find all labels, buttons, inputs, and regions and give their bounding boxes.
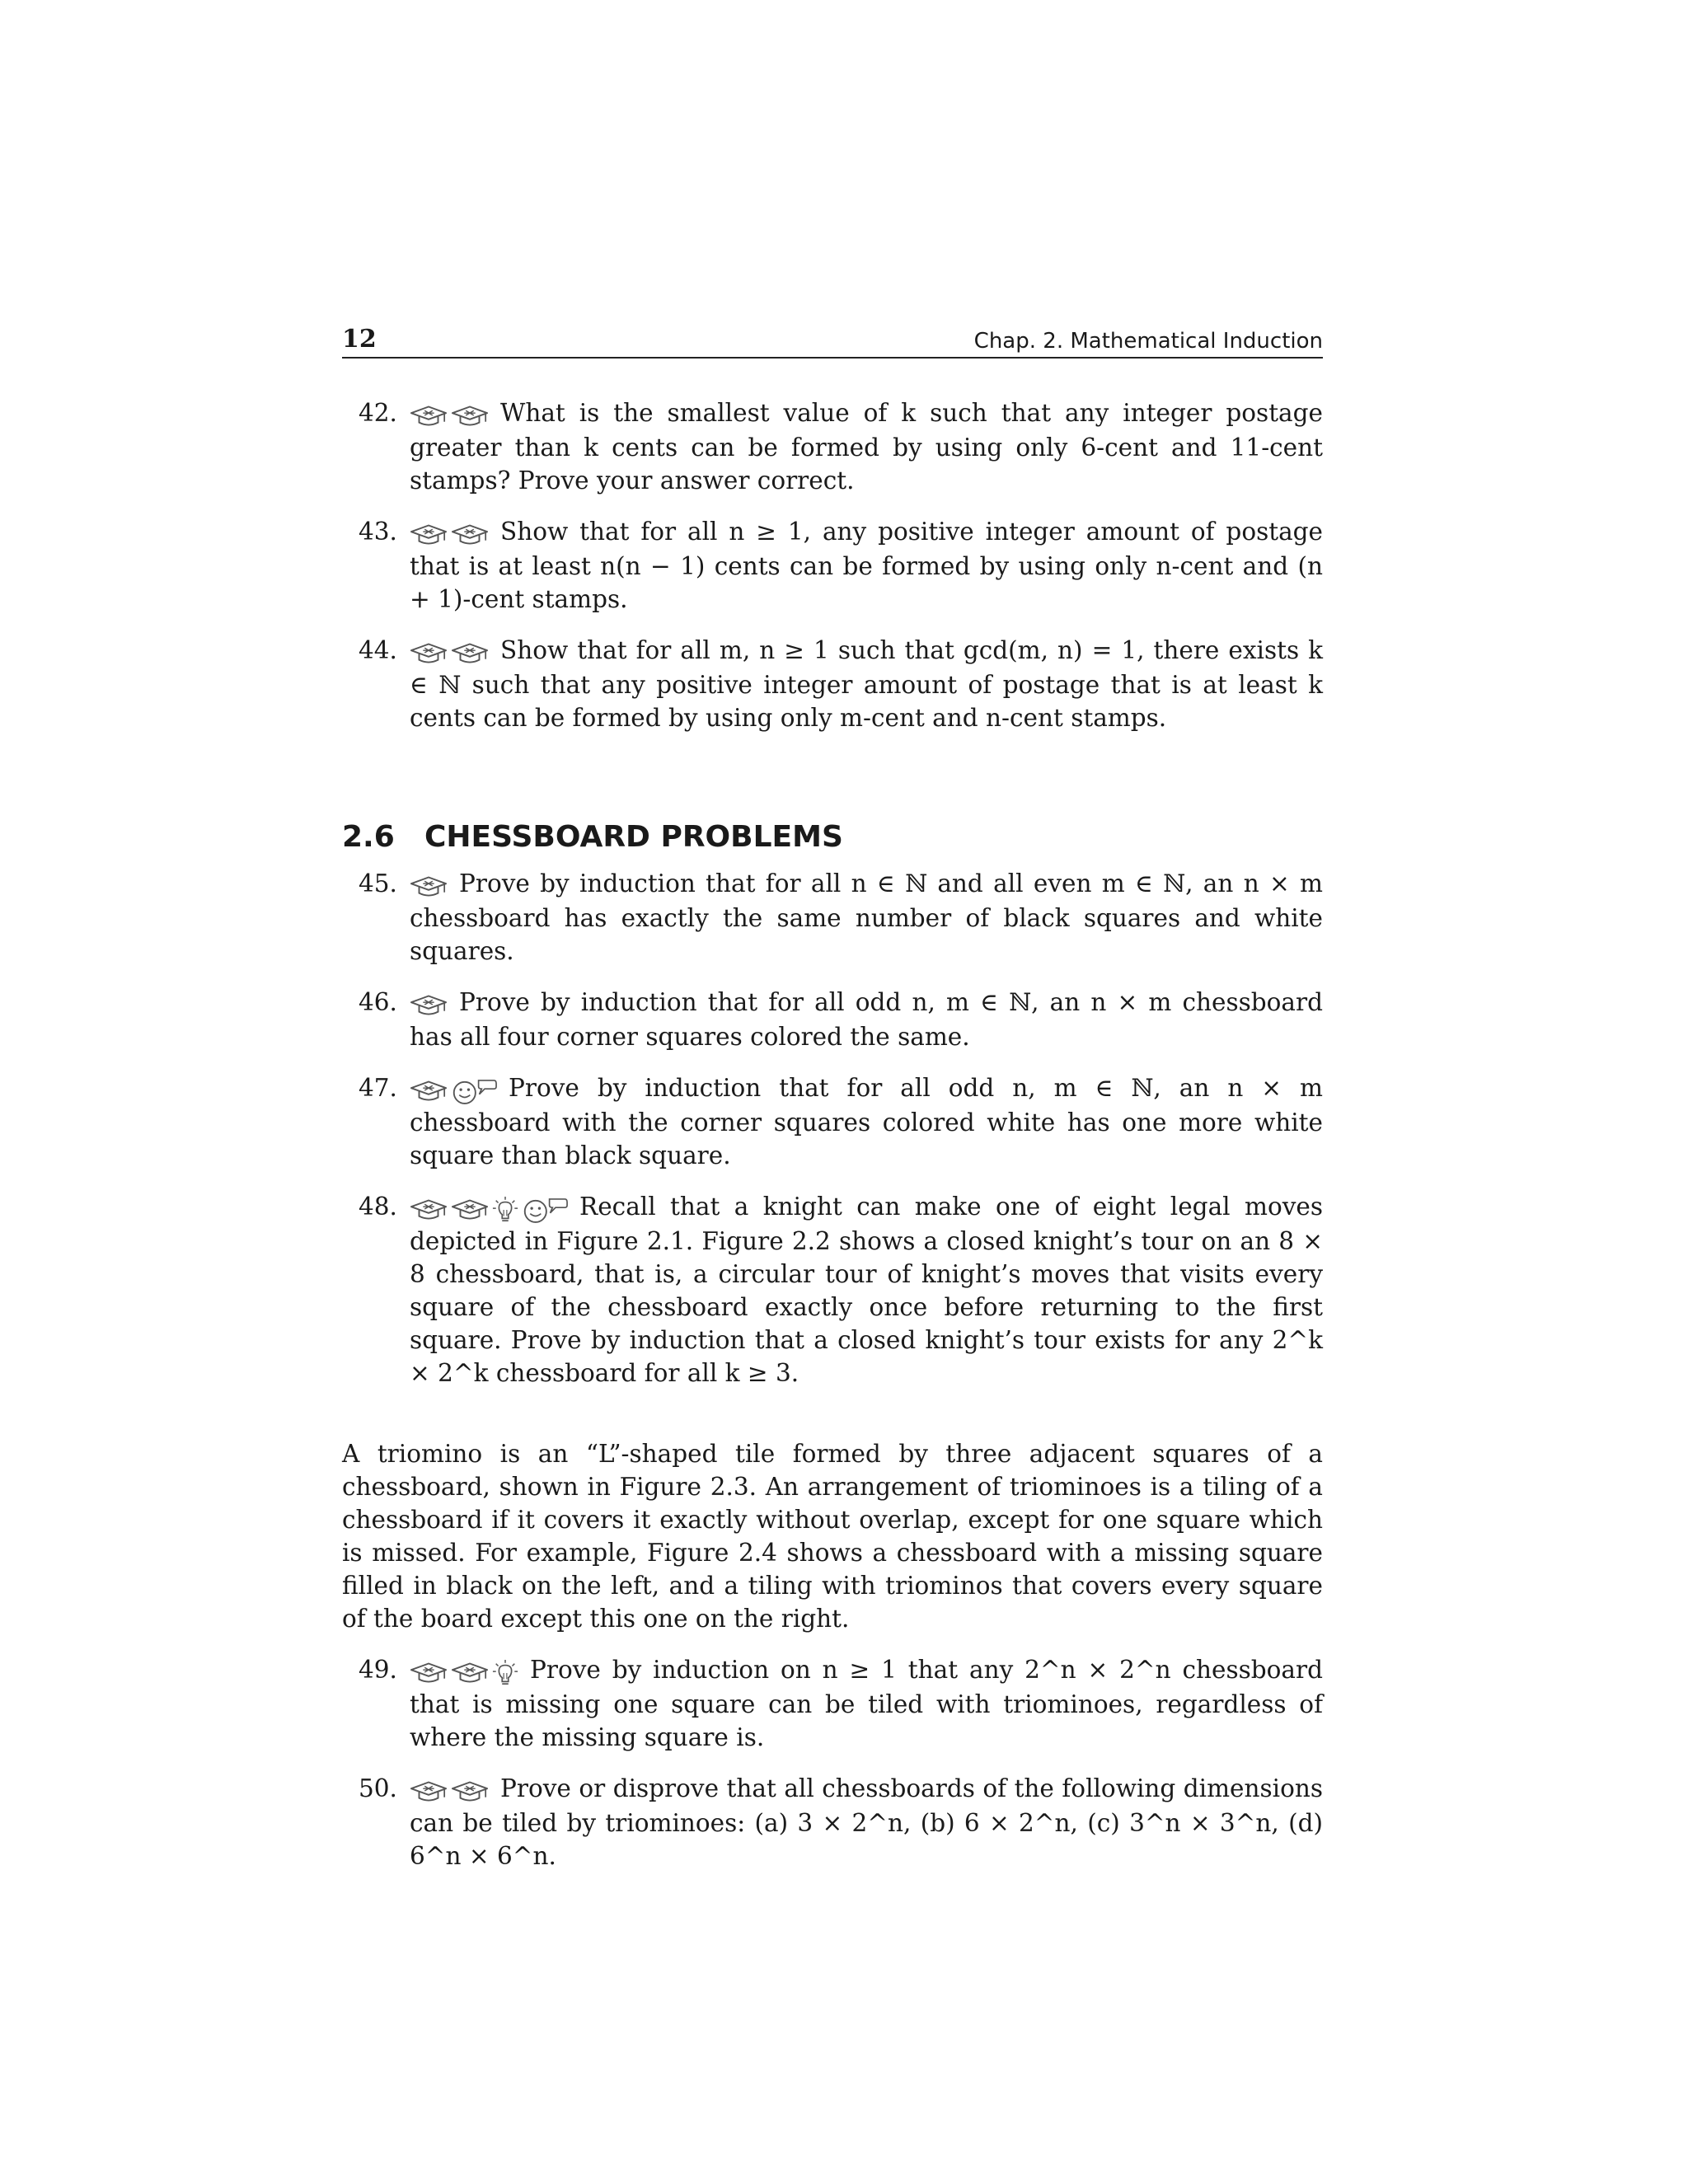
graduation-cap-icon	[451, 523, 489, 547]
difficulty-icons	[410, 1774, 492, 1807]
graduation-cap-icon	[451, 404, 489, 429]
lightbulb-icon	[492, 1659, 518, 1687]
problem-48	[342, 1190, 1323, 1390]
difficulty-icons	[410, 1192, 571, 1225]
triomino-intro-paragraph: A triomino is an “L”-shaped tile formed by three adjacent squares of a chessboard, shown in Figure 2.3. An arrangement of triominoes is a tiling of a chessboard if it covers it exactly without overlap, except for one square which is missed. For example, Figure 2.4 shows a chessboard with a missing square filled in black on the left, and a tiling with triominos that covers every square of the board except this one on the right.	[342, 1440, 1323, 1633]
lightbulb-icon	[492, 1196, 518, 1224]
problem-50	[342, 1772, 1323, 1872]
problem-text: What is the smallest value of k such that any integer postage greater than k cents can be formed by using only 6-cent and 11-cent stamps? Prove your answer correct.	[410, 399, 1323, 494]
difficulty-icons	[410, 635, 492, 668]
graduation-cap-icon	[410, 404, 448, 429]
graduation-cap-icon	[410, 523, 448, 547]
graduation-cap-icon	[410, 1079, 448, 1104]
problem-49	[342, 1653, 1323, 1754]
difficulty-icons	[410, 987, 451, 1020]
difficulty-icons	[410, 1073, 500, 1106]
section-heading	[342, 820, 1323, 854]
problem-text: Recall that a knight can make one of eight legal moves depicted in Figure 2.1. Figure 2.2 shows a closed knight’s tour on an 8 × 8 chessboard, that is, a circular tour of knight’s moves that visits every square of the chessboard exactly once before returning to the first square. Prove by induction that a closed knight’s tour exists for any 2^k × 2^k chessboard for all k ≥ 3.	[410, 1193, 1323, 1387]
graduation-cap-icon	[410, 874, 448, 899]
problem-text: Prove by induction that for all n ∈ ℕ and all even m ∈ ℕ, an n × m chessboard has exactly the same number of black squares and white squares.	[410, 869, 1323, 965]
graduation-cap-icon	[410, 993, 448, 1018]
problem-45	[342, 867, 1323, 968]
problem-text: Show that for all m, n ≥ 1 such that gcd(m, n) = 1, there exists k ∈ ℕ such that any positive integer amount of postage that is at least k cents can be formed by using only m-cent and n-cent stamps.	[410, 636, 1323, 732]
graduation-cap-icon	[410, 641, 448, 666]
graduation-cap-icon	[410, 1197, 448, 1222]
difficulty-icons	[410, 1655, 522, 1688]
problem-number: 50.	[359, 1774, 397, 1802]
page-number: 12	[342, 325, 377, 354]
chapter-title: Chap. 2. Mathematical Induction	[973, 329, 1323, 354]
problem-44	[342, 634, 1323, 734]
graduation-cap-icon	[451, 1779, 489, 1804]
smiley-speech-icon	[522, 1196, 568, 1224]
problem-number: 46.	[359, 988, 397, 1016]
section-title: CHESSBOARD PROBLEMS	[424, 820, 843, 854]
graduation-cap-icon	[451, 1661, 489, 1685]
problem-46	[342, 986, 1323, 1053]
difficulty-icons	[410, 869, 451, 902]
graduation-cap-icon	[410, 1661, 448, 1685]
problem-number: 43.	[359, 518, 397, 546]
problem-text: Prove by induction on n ≥ 1 that any 2^n × 2^n chessboard that is missing one square can be tiled with triominoes, regardless of where the missing square is.	[410, 1656, 1323, 1751]
page	[342, 317, 1323, 1872]
graduation-cap-icon	[451, 1197, 489, 1222]
difficulty-icons	[410, 398, 492, 431]
problem-number: 44.	[359, 636, 397, 664]
problem-number: 48.	[359, 1193, 397, 1221]
problem-number: 42.	[359, 399, 397, 427]
problem-text: Show that for all n ≥ 1, any positive integer amount of postage that is at least n(n − 1) cents can be formed by using only n-cent and (n + 1)-cent stamps.	[410, 518, 1323, 613]
problem-text: Prove by induction that for all odd n, m ∈ ℕ, an n × m chessboard has all four corner squares colored the same.	[410, 988, 1323, 1051]
problem-43	[342, 515, 1323, 616]
problem-47	[342, 1071, 1323, 1172]
difficulty-icons	[410, 517, 492, 550]
problem-text: Prove or disprove that all chessboards of the following dimensions can be tiled by triominoes: (a) 3 × 2^n, (b) 6 × 2^n, (c) 3^n × 3^n, (d) 6^n × 6^n.	[410, 1774, 1323, 1870]
problem-number: 47.	[359, 1074, 397, 1102]
problem-text: Prove by induction that for all odd n, m ∈ ℕ, an n × m chessboard with the corner squares colored white has one more white square than black square.	[410, 1074, 1323, 1169]
section-number: 2.6	[342, 820, 395, 854]
smiley-speech-icon	[451, 1077, 497, 1105]
problem-number: 49.	[359, 1656, 397, 1684]
running-head	[342, 317, 1323, 359]
graduation-cap-icon	[410, 1779, 448, 1804]
problem-number: 45.	[359, 869, 397, 898]
graduation-cap-icon	[451, 641, 489, 666]
problem-42	[342, 396, 1323, 497]
